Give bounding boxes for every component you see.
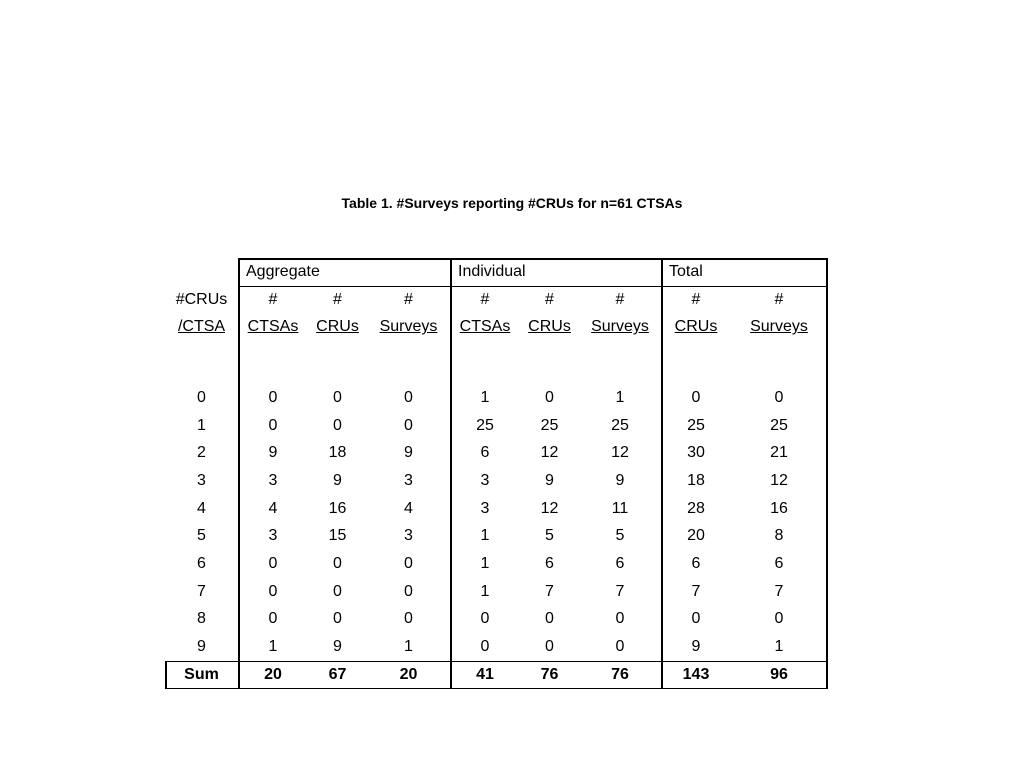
table-cell: 7 [615,582,625,600]
table-cell: 5 [615,527,625,545]
table-cell: 3 [404,527,413,545]
row-label: 9 [197,638,206,656]
column-header: # [480,290,490,308]
table-cell: 3 [480,472,490,490]
column-header: # [545,290,554,308]
table-cell: 0 [333,610,342,628]
table-rule [450,258,452,689]
table-cell: 0 [268,555,278,573]
table-cell: 1 [268,638,278,656]
table-rule [238,286,827,288]
table-cell: 0 [545,638,554,656]
table-rule [165,661,827,663]
column-header: CRUs [674,318,718,336]
sum-cell: 67 [328,665,347,683]
table-cell: 4 [404,499,413,517]
column-header: # [615,290,625,308]
table-cell: 20 [687,527,705,545]
table-cell: 0 [615,638,625,656]
group-header-individual: Individual [458,263,526,280]
table-cell: 1 [774,638,784,656]
table-cell: 25 [687,416,705,434]
table-cell: 4 [268,499,278,517]
table-cell: 0 [268,388,278,406]
table-cell: 12 [540,499,559,517]
table-cell: 8 [774,527,784,545]
sum-label: Sum [184,665,219,683]
table-cell: 0 [268,416,278,434]
sum-cell: 20 [264,665,282,683]
table-cell: 6 [480,444,490,462]
table-cell: 9 [333,472,342,490]
table-cell: 18 [328,444,347,462]
table-rule [165,661,167,689]
table-cell: 0 [268,582,278,600]
column-header: CTSAs [247,318,299,336]
table-rule [238,258,240,689]
table-cell: 1 [480,555,490,573]
table-cell: 16 [770,499,788,517]
table-cell: 28 [687,499,705,517]
table-cell: 0 [404,416,413,434]
row-label: 8 [197,610,206,628]
sum-cell: 96 [770,665,788,683]
table-cell: 1 [480,388,490,406]
table-cell: 9 [615,472,625,490]
header-row-1 [165,286,827,314]
table-row [165,439,827,467]
table-cell: 0 [615,610,625,628]
table-cell: 6 [691,555,701,573]
table-cell: 0 [333,582,342,600]
table-cell: 6 [615,555,625,573]
table-cell: 7 [774,582,784,600]
sum-cell: 76 [611,665,629,683]
table-cell: 6 [545,555,554,573]
table-cell: 0 [545,388,554,406]
table-cell: 0 [691,610,701,628]
sum-cell: 20 [399,665,418,683]
table-caption: Table 1. #Surveys reporting #CRUs for n=61 CTSAs [341,195,683,211]
table-cell: 1 [480,582,490,600]
column-header: # [774,290,784,308]
table-cell: 3 [268,527,278,545]
table-cell: 0 [774,610,784,628]
table-cell: 0 [691,388,701,406]
sum-cell: 143 [682,665,710,683]
table-cell: 0 [404,555,413,573]
sum-cell: 41 [476,665,494,683]
table-cell: 3 [480,499,490,517]
column-header: CTSAs [459,318,511,336]
table-cell: 12 [770,472,788,490]
table-row [165,467,827,495]
column-header: /CTSA [177,318,226,336]
table-cell: 0 [480,610,490,628]
table-cell: 1 [615,388,625,406]
table-cell: 1 [404,638,413,656]
table-cell: 0 [404,388,413,406]
sum-cell: 76 [540,665,559,683]
table-cell: 1 [480,527,490,545]
column-header: # [404,290,413,308]
table-cell: 30 [687,444,705,462]
row-label: 3 [197,472,206,490]
table-row [165,412,827,440]
column-header: CRUs [316,318,359,336]
table-cell: 16 [328,499,347,517]
table-cell: 3 [404,472,413,490]
table-cell: 0 [404,610,413,628]
group-header-aggregate: Aggregate [246,263,320,280]
table-cell: 9 [333,638,342,656]
table-cell: 9 [545,472,554,490]
row-label: 1 [197,416,206,434]
table-cell: 9 [268,444,278,462]
column-header: Surveys [591,318,649,336]
table-cell: 3 [268,472,278,490]
table-cell: 9 [404,444,413,462]
column-header: Surveys [379,318,438,336]
column-header: Surveys [750,318,808,336]
table-cell: 0 [480,638,490,656]
table-cell: 25 [540,416,559,434]
table-cell: 15 [328,527,347,545]
row-label: 0 [197,388,206,406]
table-cell: 0 [268,610,278,628]
row-label: 7 [197,582,206,600]
row-label: 6 [197,555,206,573]
table-cell: 0 [404,582,413,600]
group-header-row [165,258,827,286]
table-rule [238,258,827,260]
table-row [165,384,827,412]
table-cell: 25 [476,416,494,434]
group-header-total: Total [669,263,703,280]
table-cell: 7 [691,582,701,600]
table-row [165,495,827,523]
column-header: #CRUs [175,290,228,308]
column-header: # [268,290,278,308]
table-cell: 5 [545,527,554,545]
column-header: # [333,290,342,308]
row-label: 5 [197,527,206,545]
table-cell: 21 [770,444,788,462]
table-rule [165,688,827,690]
table-row [165,633,827,661]
table-cell: 6 [774,555,784,573]
survey-table [165,258,827,689]
table-cell: 7 [545,582,554,600]
table-row [165,605,827,633]
column-header: CRUs [528,318,571,336]
table-cell: 12 [611,444,629,462]
header-row-2 [165,313,827,341]
table-cell: 11 [611,499,629,517]
table-cell: 25 [611,416,629,434]
row-label: 2 [197,444,206,462]
column-header: # [691,290,701,308]
table-cell: 18 [687,472,705,490]
table-cell: 25 [770,416,788,434]
table-rule [661,258,663,689]
table-cell: 9 [691,638,701,656]
table-row [165,550,827,578]
table-cell: 0 [333,388,342,406]
table-cell: 0 [545,610,554,628]
sum-row [165,661,827,689]
table-cell: 0 [333,555,342,573]
table-cell: 0 [774,388,784,406]
table-row [165,578,827,606]
table-cell: 12 [540,444,559,462]
table-rule [826,258,828,689]
table-row [165,522,827,550]
table-cell: 0 [333,416,342,434]
row-label: 4 [197,499,206,517]
